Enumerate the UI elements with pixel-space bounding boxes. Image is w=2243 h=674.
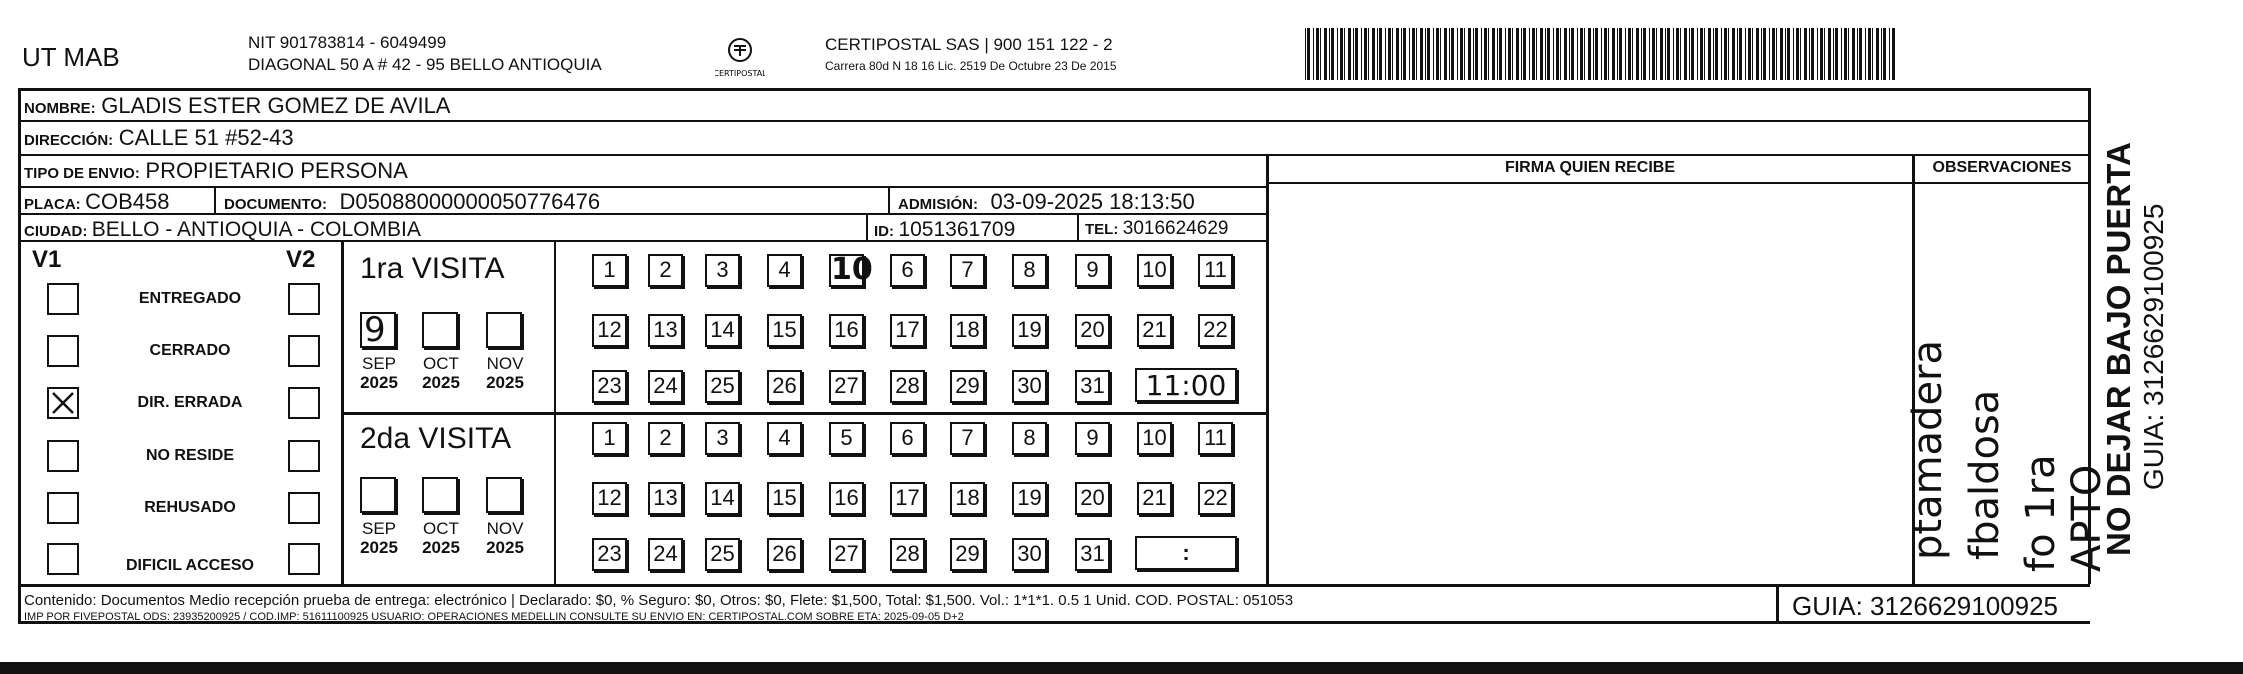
company-nit: NIT 901783814 - 6049499 bbox=[248, 33, 447, 52]
status-label: DIFICIL ACCESO bbox=[125, 557, 254, 574]
visit2-day-number: 21 bbox=[1142, 485, 1167, 510]
v2-checkbox[interactable] bbox=[288, 387, 320, 419]
visit2-day-number: 2 bbox=[659, 425, 672, 450]
visit2-day-box[interactable] bbox=[890, 482, 925, 515]
v2-checkbox[interactable] bbox=[288, 440, 320, 472]
type-label: TIPO DE ENVIO: bbox=[24, 165, 140, 182]
city-value: BELLO - ANTIOQUIA - COLOMBIA bbox=[91, 218, 421, 241]
status-label: ENTREGADO bbox=[138, 290, 242, 307]
visit2-day-box[interactable] bbox=[1075, 422, 1110, 455]
visit2-year-label: 2025 bbox=[422, 538, 460, 557]
address-label: DIRECCIÓN: bbox=[24, 132, 114, 149]
visit2-day-box[interactable] bbox=[950, 422, 985, 455]
visit1-month-label: NOV bbox=[486, 354, 524, 373]
visit1-month-box[interactable] bbox=[422, 312, 458, 348]
visit2-day-number: 12 bbox=[597, 485, 622, 510]
visit1-day-box[interactable] bbox=[950, 254, 985, 287]
visit2-time: : bbox=[1182, 540, 1190, 565]
barcode bbox=[1305, 28, 1895, 80]
v1-checkbox[interactable] bbox=[47, 283, 79, 315]
type-row bbox=[24, 160, 408, 182]
visit2-day-number: 3 bbox=[716, 425, 729, 450]
visit2-day-number: 17 bbox=[895, 485, 920, 510]
signature-header: FIRMA QUIEN RECIBE bbox=[1504, 159, 1676, 176]
visit2-day-box[interactable] bbox=[1198, 482, 1233, 515]
visit1-day-number: 10 bbox=[1142, 257, 1167, 282]
id-label: ID: bbox=[874, 223, 894, 240]
visit1-day-box[interactable] bbox=[648, 370, 683, 403]
tel-value: 3016624629 bbox=[1122, 218, 1229, 239]
visit2-day-box[interactable] bbox=[950, 482, 985, 515]
status-label: CERRADO bbox=[149, 342, 231, 359]
visit2-day-box[interactable] bbox=[767, 538, 802, 571]
visit1-day-number: 14 bbox=[710, 317, 735, 342]
visit1-month-label: OCT bbox=[423, 354, 459, 373]
visit1-month-box[interactable] bbox=[486, 312, 522, 348]
name-label: NOMBRE: bbox=[24, 100, 96, 117]
visit2-month-box[interactable] bbox=[360, 477, 396, 513]
document-value: D05088000000050776476 bbox=[339, 189, 601, 214]
carrier-address: Carrera 80d N 18 16 Lic. 2519 De Octubre 23 De 2015 bbox=[825, 59, 1117, 73]
side-note: NO DEJAR BAJO PUERTA bbox=[2100, 142, 2137, 556]
visit2-day-number: 9 bbox=[1086, 425, 1099, 450]
visit1-day-box[interactable] bbox=[829, 370, 864, 403]
visit1-day-number: 6 bbox=[901, 257, 914, 282]
company-name: UT MAB bbox=[22, 42, 120, 72]
visit2-month-box[interactable] bbox=[486, 477, 522, 513]
visit2-day-number: 22 bbox=[1203, 485, 1228, 510]
visit2-year-label: 2025 bbox=[360, 538, 398, 557]
visit1-year-label: 2025 bbox=[360, 373, 398, 392]
admission-row bbox=[898, 191, 1195, 213]
status-label: DIR. ERRADA bbox=[137, 394, 243, 411]
visit1-day-number: 23 bbox=[597, 373, 622, 398]
visit2-day-box[interactable] bbox=[1012, 422, 1047, 455]
visit1-day-number: 1 bbox=[603, 257, 616, 282]
visit1-day-number: 29 bbox=[955, 373, 980, 398]
visit2-day-number: 30 bbox=[1017, 541, 1042, 566]
visit2-day-number: 24 bbox=[653, 541, 678, 566]
visit1-day-box[interactable] bbox=[592, 254, 627, 287]
recipient-name: GLADIS ESTER GOMEZ DE AVILA bbox=[101, 93, 451, 118]
plate-label: PLACA: bbox=[24, 196, 81, 213]
visit1-day-box[interactable] bbox=[1075, 314, 1110, 347]
visit2-year-label: 2025 bbox=[486, 538, 524, 557]
plate-value: COB458 bbox=[85, 189, 170, 214]
visit2-day-number: 18 bbox=[955, 485, 980, 510]
visit1-day-box[interactable] bbox=[890, 254, 925, 287]
svg-text:CERTIPOSTAL: CERTIPOSTAL bbox=[715, 69, 765, 78]
side-guia: GUIA: 3126629100925 bbox=[2138, 203, 2169, 490]
visit1-day-number: 22 bbox=[1203, 317, 1228, 342]
visit2-day-box[interactable] bbox=[705, 422, 740, 455]
visit2-day-number: 14 bbox=[710, 485, 735, 510]
visit1-day-box[interactable] bbox=[705, 254, 740, 287]
tel-row bbox=[1085, 219, 1228, 238]
id-value: 1051361709 bbox=[898, 218, 1016, 241]
company-address: DIAGONAL 50 A # 42 - 95 BELLO ANTIOQUIA bbox=[248, 55, 602, 74]
footer-content: Contenido: Documentos Medio recepción prueba de entrega: electrónico | Declarado: $0, % Seguro: $0, Otros: $0, Flete: $1,500, Total: $1,500. Vol.: 1*1*1. 0.5 1 Unid. COD. POSTAL: 051053 bbox=[24, 592, 1294, 609]
visit2-title: 2da VISITA bbox=[360, 422, 512, 455]
visit2-day-box[interactable] bbox=[592, 482, 627, 515]
visit2-month-label: OCT bbox=[423, 519, 459, 538]
visit1-day-box[interactable] bbox=[592, 314, 627, 347]
visit1-day-number: 31 bbox=[1080, 373, 1105, 398]
visit2-day-number: 31 bbox=[1080, 541, 1105, 566]
status-label: REHUSADO bbox=[144, 499, 236, 516]
v1-checkbox[interactable] bbox=[47, 335, 79, 367]
v1-checkbox[interactable] bbox=[47, 440, 79, 472]
visit1-day-number: 18 bbox=[955, 317, 980, 342]
visit1-time-box[interactable] bbox=[1135, 368, 1237, 402]
v1-checkbox[interactable] bbox=[47, 387, 79, 419]
visit2-day-number: 13 bbox=[653, 485, 678, 510]
admission-value: 03-09-2025 18:13:50 bbox=[990, 189, 1195, 214]
visit1-day-number: 15 bbox=[772, 317, 797, 342]
visit2-day-number: 5 bbox=[840, 425, 853, 450]
v1-checkbox[interactable] bbox=[47, 543, 79, 575]
visit2-day-number: 29 bbox=[955, 541, 980, 566]
visit2-day-box[interactable] bbox=[767, 422, 802, 455]
visit1-day-box[interactable] bbox=[767, 370, 802, 403]
visit2-day-box[interactable] bbox=[950, 538, 985, 571]
visit1-day-box[interactable] bbox=[1137, 254, 1172, 287]
v2-checkbox[interactable] bbox=[288, 335, 320, 367]
status-label: NO RESIDE bbox=[145, 447, 234, 464]
visit2-month-label: SEP bbox=[361, 519, 397, 538]
visit1-day-number: 11 bbox=[1204, 257, 1227, 282]
visit2-day-number: 28 bbox=[895, 541, 920, 566]
visit2-day-number: 26 bbox=[772, 541, 797, 566]
visit2-day-number: 8 bbox=[1023, 425, 1036, 450]
signature-area[interactable] bbox=[1272, 186, 1908, 580]
visit2-day-number: 6 bbox=[901, 425, 914, 450]
visit2-day-box[interactable] bbox=[890, 538, 925, 571]
visit1-day-number: 20 bbox=[1080, 317, 1105, 342]
visit1-day-box[interactable] bbox=[767, 314, 802, 347]
visit2-day-box[interactable] bbox=[1198, 422, 1233, 455]
visit1-day-number: 16 bbox=[834, 317, 859, 342]
visit2-day-box[interactable] bbox=[648, 482, 683, 515]
id-row bbox=[874, 219, 1015, 240]
footer-imp: IMP POR FIVEPOSTAL ODS: 23935200925 / COD.IMP: 51611100925 USUARIO: OPERACIONES MEDELLIN CONSULTE SU ENVIO EN: CERTIPOSTAL.COM SOBRE ETA: 2025-09-05 D+2 bbox=[24, 611, 964, 623]
v2-checkbox[interactable] bbox=[288, 283, 320, 315]
city-row bbox=[24, 219, 421, 240]
carrier-name: CERTIPOSTAL SAS | 900 151 122 - 2 bbox=[825, 35, 1113, 54]
visit1-day-box[interactable] bbox=[705, 370, 740, 403]
visit1-day-box[interactable] bbox=[829, 314, 864, 347]
visit2-day-number: 23 bbox=[597, 541, 622, 566]
certipostal-logo bbox=[715, 34, 765, 80]
v1-label: V1 bbox=[32, 246, 62, 273]
visit1-day-box[interactable] bbox=[1198, 314, 1233, 347]
visit2-day-number: 10 bbox=[1142, 425, 1167, 450]
visit1-day-box[interactable] bbox=[592, 370, 627, 403]
visit2-day-number: 7 bbox=[961, 425, 974, 450]
visit2-day-number: 4 bbox=[778, 425, 791, 450]
visit1-day-number: 28 bbox=[895, 373, 920, 398]
v2-checkbox[interactable] bbox=[288, 543, 320, 575]
visit1-day-box[interactable] bbox=[705, 314, 740, 347]
visit1-day-box[interactable] bbox=[648, 254, 683, 287]
visit1-month-box[interactable] bbox=[360, 312, 396, 348]
visit1-day-box[interactable] bbox=[1012, 254, 1047, 287]
visit1-year-label: 2025 bbox=[422, 373, 460, 392]
visit2-day-box[interactable] bbox=[592, 422, 627, 455]
visit2-day-number: 27 bbox=[834, 541, 859, 566]
document-label: DOCUMENTO: bbox=[224, 196, 328, 213]
v2-label: V2 bbox=[286, 246, 316, 273]
visit2-day-box[interactable] bbox=[767, 482, 802, 515]
visit1-day-box[interactable] bbox=[890, 314, 925, 347]
visit2-day-box[interactable] bbox=[648, 538, 683, 571]
visit2-day-number: 1 bbox=[603, 425, 616, 450]
city-label: CIUDAD: bbox=[24, 223, 88, 240]
check-x-icon bbox=[49, 389, 77, 417]
visit1-day-number: 26 bbox=[772, 373, 797, 398]
v1-checkbox[interactable] bbox=[47, 492, 79, 524]
admission-label: ADMISIÓN: bbox=[898, 196, 978, 213]
observation-line-3: fo 1ra APTO bbox=[2018, 454, 2110, 572]
visit1-day-number: 21 bbox=[1142, 317, 1167, 342]
visit1-time: 11:00 bbox=[1145, 368, 1227, 402]
observation-line-1: ptamadera bbox=[1905, 339, 1951, 560]
visit2-day-box[interactable] bbox=[705, 482, 740, 515]
visit2-time-box[interactable] bbox=[1135, 536, 1237, 570]
visit1-day-box[interactable] bbox=[950, 370, 985, 403]
footer-guia: GUIA: 3126629100925 bbox=[1792, 591, 2058, 621]
visit1-day-box[interactable] bbox=[1075, 254, 1110, 287]
visit1-day-number: 13 bbox=[653, 317, 678, 342]
visit1-day-number: 24 bbox=[653, 373, 678, 398]
visit2-month-box[interactable] bbox=[422, 477, 458, 513]
visit2-day-box[interactable] bbox=[1012, 538, 1047, 571]
visit2-day-box[interactable] bbox=[829, 422, 864, 455]
visit2-day-number: 15 bbox=[772, 485, 797, 510]
visit2-day-box[interactable] bbox=[1075, 538, 1110, 571]
visit2-day-box[interactable] bbox=[592, 538, 627, 571]
visit2-day-box[interactable] bbox=[829, 482, 864, 515]
visit1-day-number: 4 bbox=[778, 257, 791, 282]
visit2-day-number: 25 bbox=[710, 541, 735, 566]
document-row bbox=[224, 191, 600, 213]
visit1-month-label: SEP bbox=[361, 354, 397, 373]
tel-label: TEL: bbox=[1085, 221, 1119, 238]
visit2-day-number: 20 bbox=[1080, 485, 1105, 510]
visit1-day-box[interactable] bbox=[829, 252, 873, 287]
visit1-day-number: 25 bbox=[710, 373, 735, 398]
visit1-day-box[interactable] bbox=[1137, 314, 1172, 347]
visit2-day-box[interactable] bbox=[1012, 482, 1047, 515]
visit2-day-box[interactable] bbox=[1137, 482, 1172, 515]
visit1-day-number: 7 bbox=[961, 257, 974, 282]
visit2-day-box[interactable] bbox=[648, 422, 683, 455]
visit1-day-number: 3 bbox=[716, 257, 729, 282]
visit1-day-number: 30 bbox=[1017, 373, 1042, 398]
visit1-day-box[interactable] bbox=[890, 370, 925, 403]
visit1-day-box[interactable] bbox=[1075, 370, 1110, 403]
visit1-day-number: 8 bbox=[1023, 257, 1036, 282]
visit1-day-box[interactable] bbox=[1012, 370, 1047, 403]
recipient-address: CALLE 51 #52-43 bbox=[118, 125, 294, 150]
name-row bbox=[24, 95, 450, 117]
visit2-day-box[interactable] bbox=[1137, 422, 1172, 455]
shipment-type: PROPIETARIO PERSONA bbox=[145, 158, 408, 183]
visit1-day-number: 2 bbox=[659, 257, 672, 282]
observations-header: OBSERVACIONES bbox=[1932, 159, 2072, 176]
visit1-day-box[interactable] bbox=[1012, 314, 1047, 347]
visit1-day-box[interactable] bbox=[767, 254, 802, 287]
v2-checkbox[interactable] bbox=[288, 492, 320, 524]
visit1-day-box[interactable] bbox=[950, 314, 985, 347]
visit1-day-number: 17 bbox=[895, 317, 920, 342]
visit2-day-box[interactable] bbox=[829, 538, 864, 571]
visit1-day-number: 9 bbox=[1086, 257, 1099, 282]
address-row bbox=[24, 127, 294, 149]
visit1-day-box[interactable] bbox=[1198, 254, 1233, 287]
visit1-day-number: 12 bbox=[597, 317, 622, 342]
observation-line-2: fbaldosa bbox=[1962, 389, 2008, 560]
visit2-month-label: NOV bbox=[486, 519, 524, 538]
visit2-day-box[interactable] bbox=[1075, 482, 1110, 515]
visit2-day-box[interactable] bbox=[890, 422, 925, 455]
visit1-day-number: 27 bbox=[834, 373, 859, 398]
visit1-day-number: 19 bbox=[1017, 317, 1042, 342]
visit2-day-number: 19 bbox=[1017, 485, 1042, 510]
visit1-year-label: 2025 bbox=[486, 373, 524, 392]
visit2-day-number: 11 bbox=[1204, 425, 1227, 450]
visit1-day-box[interactable] bbox=[648, 314, 683, 347]
plate-row bbox=[24, 191, 170, 213]
visit1-day-mark: 10 bbox=[831, 252, 873, 287]
visit1-title: 1ra VISITA bbox=[360, 252, 505, 285]
visit2-day-box[interactable] bbox=[705, 538, 740, 571]
visit2-day-number: 16 bbox=[834, 485, 859, 510]
visit1-month-mark: 9 bbox=[364, 310, 386, 350]
